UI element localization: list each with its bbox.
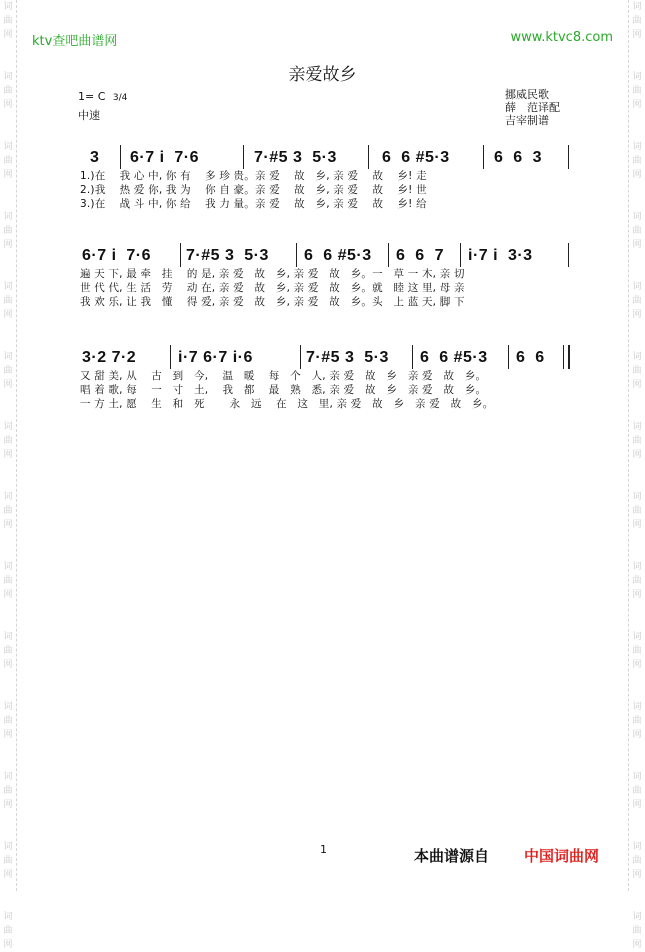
measure-5: 6 6 [516,349,545,366]
measure-3: 7·#5 3 5·3 [306,349,389,366]
right-watermark-strip: 词 曲 网 词 曲 网 词 曲 网 词 曲 网 词 曲 网 词 曲 网 词 曲 网 词 曲 网 词 曲 网 词 曲 网 词 曲 网 词 曲 网 词 曲 网 词 曲 网 [628,0,645,891]
lyric-verse-2: 世 代 代, 生 活 劳 动 在, 亲 爱 故 乡, 亲 爱 故 乡。就 睦 这 里, 母 亲 [80,282,465,294]
page-number: 1 [320,843,327,856]
barline [243,145,244,169]
source-site-link[interactable]: 中国词曲网 [524,847,600,865]
barline [508,345,509,369]
arranger-credit: 薛 范译配 [505,101,560,114]
measure-1: 3·2 7·2 [82,349,137,366]
score-line-2 [78,243,572,309]
measure-2: 6·7 i 7·6 [130,149,200,166]
time-signature: 3/4 [112,93,128,103]
site-name[interactable]: ktv查吧曲谱网 [32,34,118,49]
measure-3: 7·#5 3 5·3 [254,149,337,166]
measure-5: 6 6 3 [494,149,542,166]
measure-5: i·7 i 3·3 [468,247,533,264]
site-url[interactable]: www.ktvc8.com [510,30,613,45]
tempo-mark: 中速 [78,109,100,122]
lyric-verse-3: 一 方 土, 愿 生 和 死 永 远 在 这 里, 亲 爱 故 乡 亲 爱 故 乡。 [80,398,494,410]
barline [388,243,389,267]
final-barline-thin [563,345,564,369]
measure-2: i·7 6·7 i·6 [178,349,253,366]
barline [412,345,413,369]
barline [300,345,301,369]
barline [170,345,171,369]
measure-2: 7·#5 3 5·3 [186,247,269,264]
measure-4: 6 6 #5·3 [382,149,450,166]
barline [483,145,484,169]
barline [368,145,369,169]
barline [296,243,297,267]
lyric-verse-3: 我 欢 乐, 让 我 懂 得 爱, 亲 爱 故 乡, 亲 爱 故 乡。头 上 蓝 天, 脚 下 [80,296,465,308]
lyric-verse-1: 1.)在 我 心 中, 你 有 多 珍 贵。亲 爱 故 乡, 亲 爱 故 乡! 走 [80,170,427,182]
engraver-credit: 吉宰制谱 [505,114,549,127]
measure-1: 6·7 i 7·6 [82,247,152,264]
lyric-verse-3: 3.)在 战 斗 中, 你 给 我 力 量。亲 爱 故 乡, 亲 爱 故 乡! 给 [80,198,427,210]
notation-row [78,243,572,267]
origin-credit: 挪威民歌 [505,88,549,101]
barline [180,243,181,267]
lyric-verse-2: 2.)我 热 爱 你, 我 为 你 自 豪。亲 爱 故 乡, 亲 爱 故 乡! 世 [80,184,427,196]
key-signature [78,90,127,105]
notation-row [78,145,572,169]
song-title: 亲爱故乡 [288,65,357,85]
final-barline-thick [568,345,570,369]
barline [460,243,461,267]
measure-1: 3 [90,149,100,166]
key-label: 1= C [78,90,106,103]
lyric-verse-2: 唱 着 歌, 每 一 寸 土, 我 都 最 熟 悉, 亲 爱 故 乡 亲 爱 故 乡。 [80,384,487,396]
measure-3: 6 6 #5·3 [304,247,372,264]
score-line-3 [78,345,572,411]
source-label: 本曲谱源自 [414,847,490,865]
lyric-verse-1: 又 甜 美, 从 古 到 今, 温 暖 每 个 人, 亲 爱 故 乡 亲 爱 故 乡。 [80,370,487,382]
measure-4: 6 6 7 [396,247,444,264]
lyric-verse-1: 遍 天 下, 最 牵 挂 的 是, 亲 爱 故 乡, 亲 爱 故 乡。一 草 一 木, 亲 切 [80,268,465,280]
measure-4: 6 6 #5·3 [420,349,488,366]
barline [120,145,121,169]
barline [568,243,569,267]
left-watermark-strip: 词 曲 网 词 曲 网 词 曲 网 词 曲 网 词 曲 网 词 曲 网 词 曲 网 词 曲 网 词 曲 网 词 曲 网 词 曲 网 词 曲 网 词 曲 网 词 曲 网 [0,0,17,891]
notation-row [78,345,572,369]
barline [568,145,569,169]
score-line-1 [78,145,572,211]
